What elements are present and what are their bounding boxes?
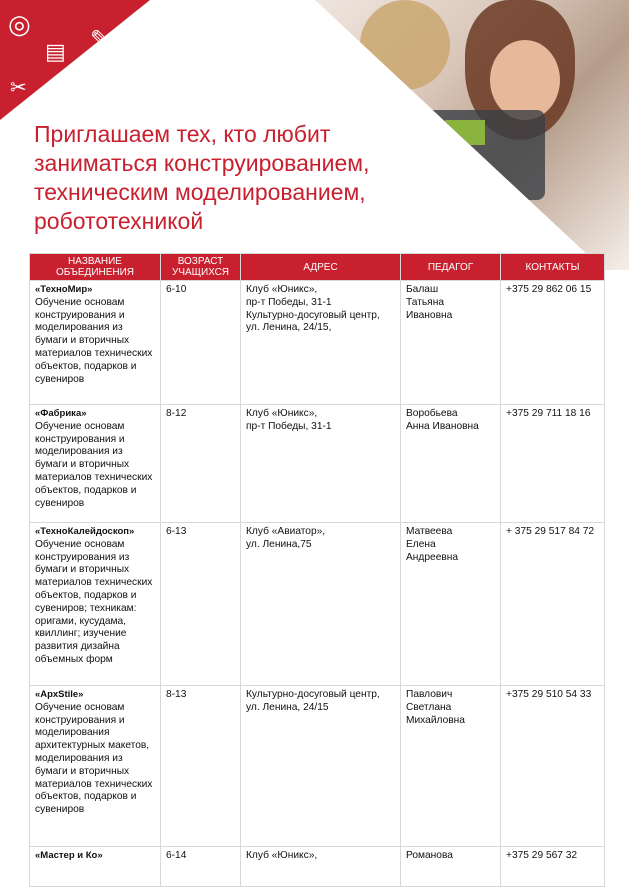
table-row: [30, 405, 605, 523]
document-icon: ▤: [45, 40, 66, 65]
cell-address: Культурно-досуговый центр, ул. Ленина, 24/15: [241, 686, 401, 847]
cell-course: [30, 405, 161, 523]
column-header-name: НАЗВАНИЕ ОБЪЕДИНЕНИЯ: [30, 254, 161, 281]
cell-address: Клуб «Юникс»,: [241, 847, 401, 887]
pencil-icon: ✎: [90, 25, 111, 53]
cell-course: [30, 686, 161, 847]
course-description: Обучение основам конструирования и моделирования из бумаги и вторичных материалов технических объектов, подарков и сувениров: [35, 296, 153, 385]
course-name: «Мастер и Ко»: [35, 850, 103, 861]
course-description: Обучение основам конструирования из бумаги и вторичных материалов технических объектов, подарков и сувениров; техникам: оригами, кусудама, квиллинг; изучение развития дизайна объемных форм: [35, 538, 153, 665]
cell-age: 6-13: [161, 523, 241, 686]
decorative-icons: [0, 0, 150, 120]
table-row: [30, 523, 605, 686]
cell-address: Клуб «Юникс», пр-т Победы, 31-1 Культурно-досуговый центр, ул. Ленина, 24/15,: [241, 281, 401, 405]
courses-table: [29, 253, 605, 887]
rocket-icon: ◎: [8, 10, 31, 40]
cell-course: [30, 847, 161, 887]
course-name: «Фабрика»: [35, 408, 87, 419]
cell-contact: +375 29 567 32: [501, 847, 605, 887]
cell-teacher: Матвеева Елена Андреевна: [401, 523, 501, 686]
course-description: Обучение основам конструирования и моделирования из бумаги и вторичных материалов технических объектов, подарков и сувениров: [35, 420, 153, 509]
page-title: Приглашаем тех, кто любит заниматься конструированием, техническим моделированием, робототехникой: [34, 121, 370, 234]
course-name: «АрхStile»: [35, 689, 84, 700]
column-header-address: АДРЕС: [241, 254, 401, 281]
cell-teacher: Павлович Светлана Михайловна: [401, 686, 501, 847]
table-row: [30, 847, 605, 887]
cell-teacher: Воробьева Анна Ивановна: [401, 405, 501, 523]
cell-age: 6-10: [161, 281, 241, 405]
cell-age: 6-14: [161, 847, 241, 887]
cell-teacher: Балаш Татьяна Ивановна: [401, 281, 501, 405]
cell-teacher: Романова: [401, 847, 501, 887]
column-header-contacts: КОНТАКТЫ: [501, 254, 605, 281]
cell-contact: +375 29 510 54 33: [501, 686, 605, 847]
tool-icon: ✂: [10, 75, 27, 99]
cell-age: 8-12: [161, 405, 241, 523]
course-name: «ТехноМир»: [35, 284, 93, 295]
column-header-age: ВОЗРАСТ УЧАЩИХСЯ: [161, 254, 241, 281]
column-header-teacher: ПЕДАГОГ: [401, 254, 501, 281]
cell-contact: +375 29 862 06 15: [501, 281, 605, 405]
photo-child-back: [360, 0, 450, 90]
cell-course: [30, 281, 161, 405]
cell-course: [30, 523, 161, 686]
table-row: [30, 281, 605, 405]
table-row: [30, 686, 605, 847]
cell-address: Клуб «Юникс», пр-т Победы, 31-1: [241, 405, 401, 523]
table-header-row: [30, 254, 605, 281]
course-description: Обучение основам конструирования и моделирования архитектурных макетов, моделирования из бумаги и вторичных материалов технических объектов, подарков и сувениров: [35, 701, 153, 816]
photo-child-face: [490, 40, 560, 120]
cell-contact: +375 29 711 18 16: [501, 405, 605, 523]
cell-address: Клуб «Авиатор», ул. Ленина,75: [241, 523, 401, 686]
cell-contact: + 375 29 517 84 72: [501, 523, 605, 686]
cell-age: 8-13: [161, 686, 241, 847]
course-name: «ТехноКалейдоскоп»: [35, 526, 135, 537]
